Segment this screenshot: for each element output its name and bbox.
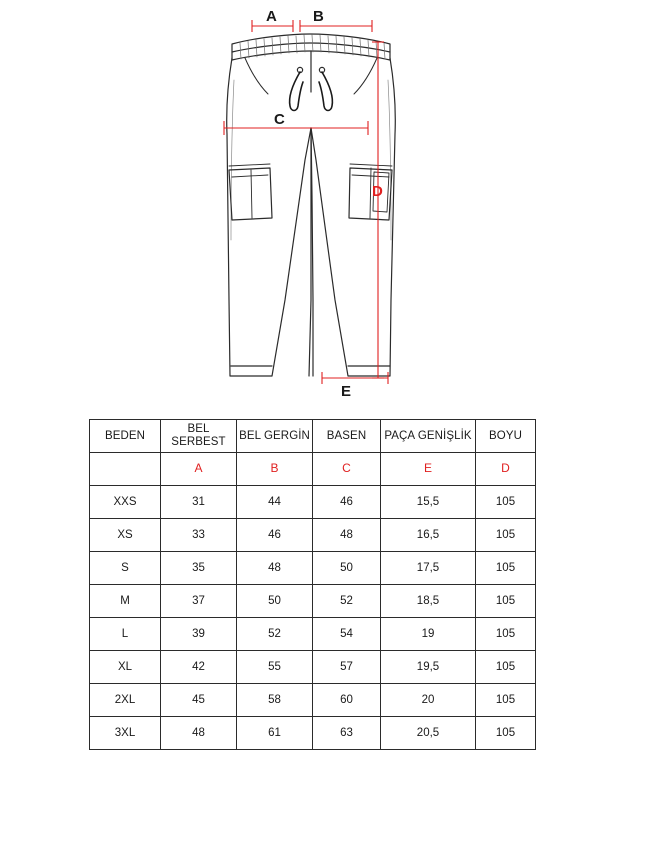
callout-C: C xyxy=(274,111,285,128)
letter-row xyxy=(90,453,536,486)
row-value-b: 44 xyxy=(237,486,313,519)
header-paca-genislik: PAÇA GENİŞLİK xyxy=(381,420,476,453)
header-beden: BEDEN xyxy=(90,420,161,453)
row-value-e: 16,5 xyxy=(381,519,476,552)
row-value-e: 17,5 xyxy=(381,552,476,585)
header-boyu: BOYU xyxy=(476,420,536,453)
row-value-e: 20 xyxy=(381,684,476,717)
row-value-b: 58 xyxy=(237,684,313,717)
row-value-a: 35 xyxy=(161,552,237,585)
row-value-b: 48 xyxy=(237,552,313,585)
row-value-d: 105 xyxy=(476,486,536,519)
row-value-d: 105 xyxy=(476,717,536,750)
row-value-c: 57 xyxy=(313,651,381,684)
row-value-c: 48 xyxy=(313,519,381,552)
row-value-c: 50 xyxy=(313,552,381,585)
pants-diagram xyxy=(0,0,650,400)
table-row xyxy=(90,684,536,717)
row-value-d: 105 xyxy=(476,585,536,618)
row-size: 3XL xyxy=(90,717,161,750)
row-value-d: 105 xyxy=(476,651,536,684)
header-bel-gergin: BEL GERGİN xyxy=(237,420,313,453)
size-table-container xyxy=(89,419,535,750)
row-value-c: 46 xyxy=(313,486,381,519)
letter-b: B xyxy=(237,453,313,486)
row-value-b: 52 xyxy=(237,618,313,651)
letter-c: C xyxy=(313,453,381,486)
row-value-a: 42 xyxy=(161,651,237,684)
row-value-a: 31 xyxy=(161,486,237,519)
row-value-e: 19,5 xyxy=(381,651,476,684)
row-value-e: 20,5 xyxy=(381,717,476,750)
letter-d: D xyxy=(476,453,536,486)
row-value-c: 60 xyxy=(313,684,381,717)
callout-E: E xyxy=(341,383,352,400)
row-size: M xyxy=(90,585,161,618)
row-value-a: 39 xyxy=(161,618,237,651)
row-value-b: 55 xyxy=(237,651,313,684)
table-row xyxy=(90,519,536,552)
row-value-d: 105 xyxy=(476,552,536,585)
row-size: XS xyxy=(90,519,161,552)
row-value-a: 33 xyxy=(161,519,237,552)
row-value-d: 105 xyxy=(476,519,536,552)
row-value-c: 54 xyxy=(313,618,381,651)
row-size: S xyxy=(90,552,161,585)
row-value-a: 37 xyxy=(161,585,237,618)
row-value-c: 63 xyxy=(313,717,381,750)
letter-empty xyxy=(90,453,161,486)
row-value-a: 48 xyxy=(161,717,237,750)
table-header-row xyxy=(90,420,536,453)
row-value-d: 105 xyxy=(476,684,536,717)
row-value-b: 61 xyxy=(237,717,313,750)
row-size: XL xyxy=(90,651,161,684)
table-row xyxy=(90,486,536,519)
row-value-e: 19 xyxy=(381,618,476,651)
row-size: L xyxy=(90,618,161,651)
callout-B: B xyxy=(313,8,324,25)
table-row xyxy=(90,618,536,651)
callout-A: A xyxy=(266,8,277,25)
size-table xyxy=(89,419,536,750)
row-value-b: 46 xyxy=(237,519,313,552)
row-value-a: 45 xyxy=(161,684,237,717)
header-basen: BASEN xyxy=(313,420,381,453)
row-value-b: 50 xyxy=(237,585,313,618)
table-row xyxy=(90,552,536,585)
letter-a: A xyxy=(161,453,237,486)
row-size: XXS xyxy=(90,486,161,519)
row-size: 2XL xyxy=(90,684,161,717)
row-value-e: 18,5 xyxy=(381,585,476,618)
table-row xyxy=(90,651,536,684)
table-row xyxy=(90,585,536,618)
header-bel-serbest: BEL SERBEST xyxy=(161,420,237,453)
callout-D: D xyxy=(372,183,383,200)
table-row xyxy=(90,717,536,750)
row-value-e: 15,5 xyxy=(381,486,476,519)
letter-e: E xyxy=(381,453,476,486)
row-value-d: 105 xyxy=(476,618,536,651)
row-value-c: 52 xyxy=(313,585,381,618)
